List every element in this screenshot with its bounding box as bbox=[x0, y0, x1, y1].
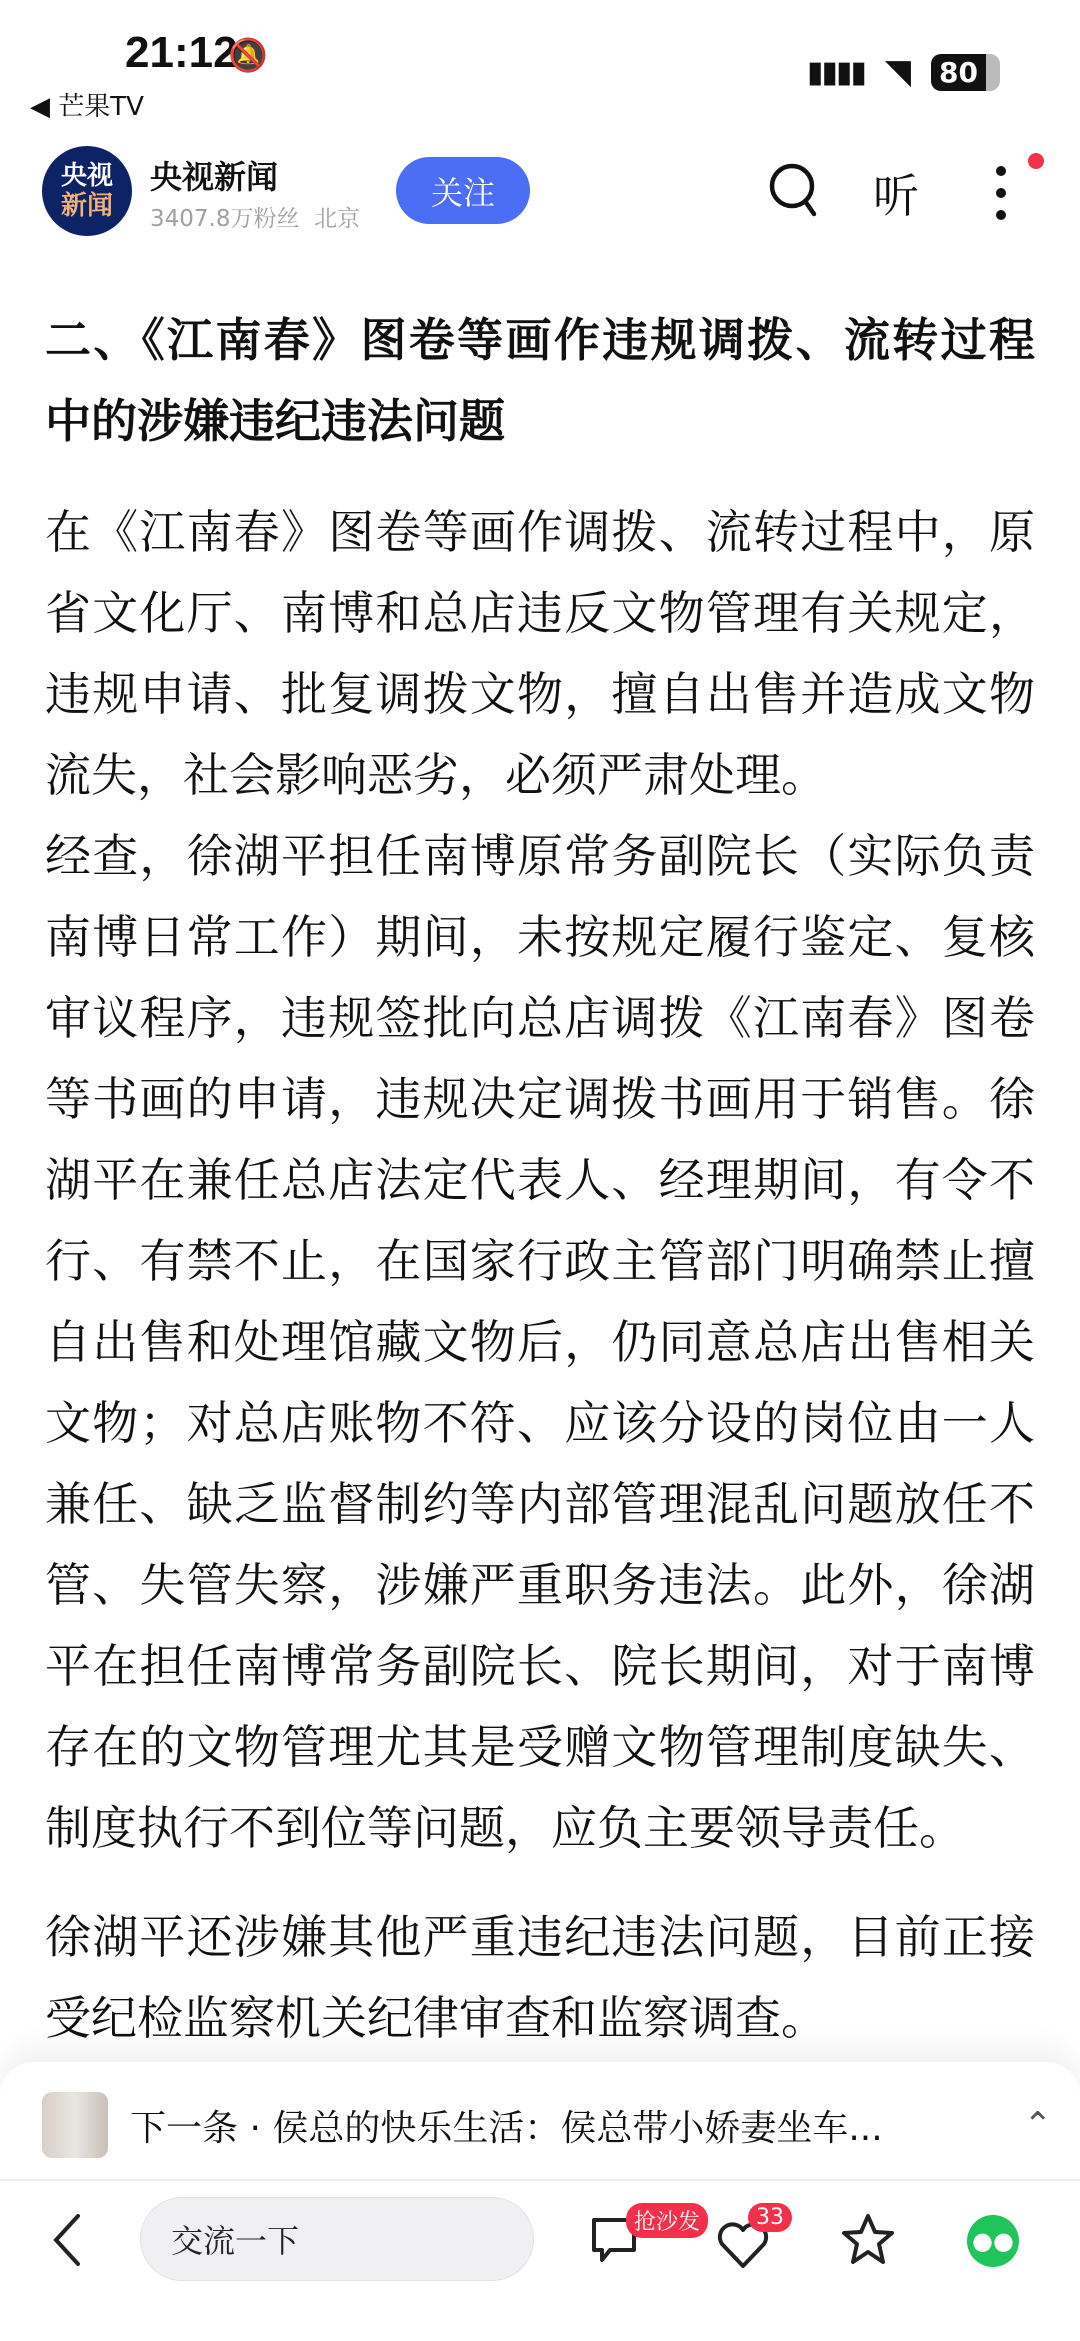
account-name[interactable]: 央视新闻 bbox=[150, 158, 279, 196]
text-line: 审议程序，违规签批向总店调拨《江南春》图卷 bbox=[45, 991, 1035, 1045]
article-body bbox=[45, 300, 1035, 2059]
section-heading bbox=[45, 300, 1035, 462]
wifi-icon: ◥ bbox=[884, 52, 912, 92]
text-line: 中的涉嫌违纪违法问题 bbox=[45, 394, 505, 448]
text-line: 二、《江南春》图卷等画作违规调拨、流转过程 bbox=[45, 313, 1035, 367]
next-article-thumbnail bbox=[42, 2092, 108, 2158]
follow-button[interactable]: 关注 bbox=[396, 157, 530, 224]
mute-bell-icon: 🔕 bbox=[228, 36, 268, 74]
account-meta bbox=[150, 200, 360, 233]
text-line: 平在担任南博常务副院长、院长期间，对于南博 bbox=[45, 1639, 1035, 1693]
next-article-title: 下一条 · 侯总的快乐生活：侯总带小娇妻坐车... bbox=[130, 2107, 883, 2149]
location: 北京 bbox=[314, 206, 361, 232]
battery-indicator: 80 bbox=[931, 54, 1000, 91]
text-line: 南博日常工作）期间，未按规定履行鉴定、复核 bbox=[45, 910, 1035, 964]
back-icon[interactable] bbox=[50, 2212, 84, 2272]
text-line: 违规申请、批复调拨文物，擅自出售并造成文物 bbox=[45, 667, 1035, 721]
star-icon bbox=[840, 2212, 896, 2268]
text-line: 受纪检监察机关纪律审查和监察调查。 bbox=[45, 1991, 827, 2045]
more-icon[interactable] bbox=[995, 165, 1007, 225]
text-line: 徐湖平还涉嫌其他严重违纪违法问题，目前正接 bbox=[45, 1910, 1035, 1964]
text-line: 存在的文物管理尤其是受赠文物管理制度缺失、 bbox=[45, 1720, 1035, 1774]
text-line: 等书画的申请，违规决定调拨书画用于销售。徐 bbox=[45, 1072, 1035, 1126]
search-icon[interactable] bbox=[768, 162, 820, 222]
expand-up-icon[interactable]: ⌃ bbox=[1023, 2105, 1052, 2145]
like-count: 33 bbox=[748, 2203, 792, 2232]
text-line: 自出售和处理馆藏文物后，仍同意总店出售相关 bbox=[45, 1315, 1035, 1369]
comment-badge: 抢沙发 bbox=[626, 2203, 708, 2238]
avatar-text: 新闻 bbox=[60, 191, 113, 221]
status-icons bbox=[807, 52, 1000, 92]
next-article-bar[interactable] bbox=[42, 2092, 1052, 2158]
divider bbox=[0, 2179, 1080, 2181]
signal-icon: ▮▮▮▮ bbox=[806, 54, 865, 90]
text-line: 管、失管失察，涉嫌严重职务违法。此外，徐湖 bbox=[45, 1558, 1035, 1612]
text-line: 湖平在兼任总店法定代表人、经理期间，有令不 bbox=[45, 1153, 1035, 1207]
favorite-button[interactable] bbox=[840, 2212, 896, 2272]
text-line: 流失，社会影响恶劣，必须严肃处理。 bbox=[45, 748, 827, 802]
paragraph bbox=[45, 492, 1035, 816]
follower-count: 3407.8万粉丝 bbox=[150, 206, 300, 232]
text-line: 制度执行不到位等问题，应负主要领导责任。 bbox=[45, 1801, 965, 1855]
text-line: 行、有禁不止，在国家行政主管部门明确禁止擅 bbox=[45, 1234, 1035, 1288]
text-line: 兼任、缺乏监督制约等内部管理混乱问题放任不 bbox=[45, 1477, 1035, 1531]
text-line: 省文化厅、南博和总店违反文物管理有关规定， bbox=[45, 586, 1035, 640]
status-time: 21:12 bbox=[125, 28, 238, 77]
listen-button[interactable]: 听 bbox=[873, 169, 919, 223]
paragraph bbox=[45, 816, 1035, 1869]
bottom-panel bbox=[0, 2062, 1080, 2341]
avatar[interactable] bbox=[42, 146, 132, 236]
wechat-share-icon[interactable]: ●● bbox=[967, 2215, 1019, 2267]
text-line: 在《江南春》图卷等画作调拨、流转过程中，原 bbox=[45, 505, 1035, 559]
avatar-text: 央视 bbox=[60, 161, 113, 191]
text-line: 文物；对总店账物不符、应该分设的岗位由一人 bbox=[45, 1396, 1035, 1450]
text-line: 经查，徐湖平担任南博原常务副院长（实际负责 bbox=[45, 829, 1035, 883]
notification-dot bbox=[1028, 153, 1044, 169]
back-to-app-link[interactable]: ◀ 芒果TV bbox=[30, 92, 144, 122]
comment-input[interactable]: 交流一下 bbox=[140, 2197, 534, 2281]
paragraph bbox=[45, 1897, 1035, 2059]
